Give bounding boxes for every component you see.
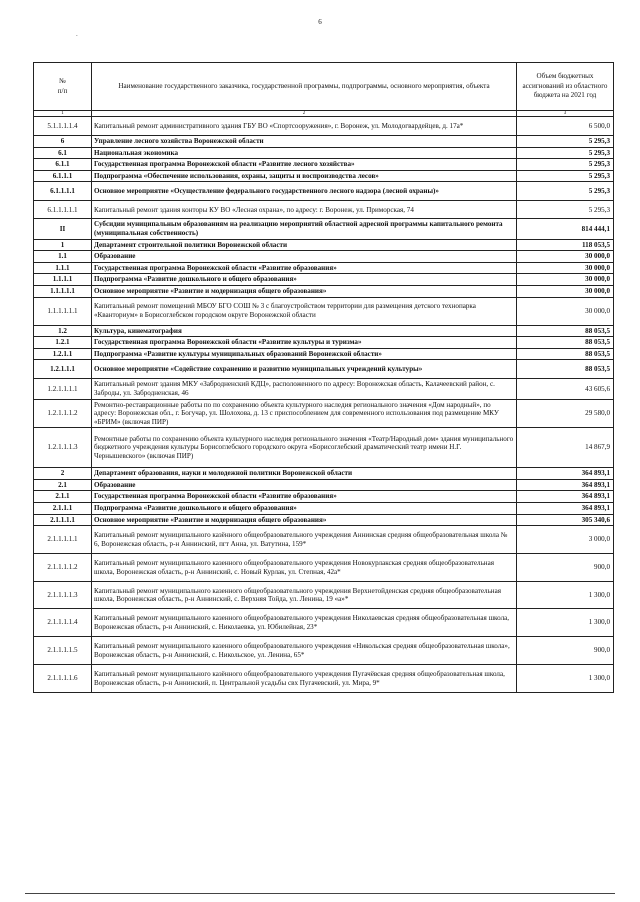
row-name: Культура, кинематография — [92, 325, 517, 337]
row-number: 1.1.1.1.1.1 — [34, 297, 92, 325]
table-row — [34, 503, 614, 515]
row-number: 6.1.1 — [34, 159, 92, 171]
row-name: Основное мероприятие «Содействие сохранению и развитию муниципальных учреждений культуры» — [92, 360, 517, 379]
row-name: Государственная программа Воронежской области «Развитие образования» — [92, 262, 517, 274]
header-value: Объем бюджетных ассигнований из областного бюджета на 2021 год — [517, 63, 614, 111]
row-name: Основное мероприятие «Развитие и модернизация общего образования» — [92, 285, 517, 297]
row-value: 30 000,0 — [517, 297, 614, 325]
row-value: 88 053,5 — [517, 337, 614, 349]
row-value: 88 053,5 — [517, 325, 614, 337]
table-row — [34, 348, 614, 360]
table-row — [34, 297, 614, 325]
row-name: Капитальный ремонт муниципального казенного общеобразовательного учреждения Новокурлакская средняя общеобразовательная школа, Воронежская область, р-н Аннинский, с. Новый Курлак, ул. Степная, 42а* — [92, 554, 517, 582]
row-number: 1.2.1.1.1 — [34, 360, 92, 379]
table-row — [34, 491, 614, 503]
table-row — [34, 468, 614, 480]
row-name: Образование — [92, 479, 517, 491]
row-number: 2.1.1.1.1.2 — [34, 554, 92, 582]
row-number: 2.1.1.1.1 — [34, 514, 92, 526]
table-row — [34, 274, 614, 286]
index-2: 2 — [92, 111, 517, 117]
row-number: 6.1.1.1.1.1 — [34, 201, 92, 219]
table-row — [34, 201, 614, 219]
table-row — [34, 337, 614, 349]
table-row — [34, 262, 614, 274]
row-number: 1.1.1 — [34, 262, 92, 274]
row-name: Основное мероприятие «Развитие и модернизация общего образования» — [92, 514, 517, 526]
row-number: 2.1.1.1 — [34, 503, 92, 515]
row-value: 364 893,1 — [517, 491, 614, 503]
row-value: 1 300,0 — [517, 665, 614, 693]
table-row — [34, 159, 614, 171]
row-name: Подпрограмма «Развитие культуры муниципальных образований Воронежской области» — [92, 348, 517, 360]
row-name: Ремонтно-реставрационные работы по по сохранению объекта культурного наследия регионального значения «Дом народный», по адресу: Воронежская обл., г. Богучар, ул. Шолохова, д. 13 с приспособлением для современного использования под размещение МКУ «БРИМ» (включая ПИР) — [92, 399, 517, 428]
row-name: Капитальный ремонт муниципального казённого общеобразовательного учреждения Аннинская средняя общеобразовательная школа № 6, Воронежская область, р-н Аннинский, пгт Анна, ул. Ватутина, 159* — [92, 526, 517, 554]
table-row — [34, 582, 614, 609]
row-number: 2.1 — [34, 479, 92, 491]
header-name: Наименование государственного заказчика, государственной программы, подпрограммы, основного мероприятия, объекта — [92, 63, 517, 111]
row-name: Капитальный ремонт помещений МБОУ БГО СОШ № 3 с благоустройством территории для размещения детского технопарка «Кванториум» в Борисоглебском городском округе Воронежской области — [92, 297, 517, 325]
row-value: 43 605,6 — [517, 379, 614, 399]
row-value: 30 000,0 — [517, 251, 614, 263]
row-value: 6 500,0 — [517, 117, 614, 136]
row-number: 1.2 — [34, 325, 92, 337]
row-value: 900,0 — [517, 554, 614, 582]
table-row — [34, 360, 614, 379]
row-number: 1.1.1.1 — [34, 274, 92, 286]
row-value: 5 295,3 — [517, 182, 614, 201]
row-name: Капитальный ремонт муниципального казенного общеобразовательного учреждения «Никольская средняя общеобразовательная школа», Воронежская область, р-н Аннинский, с. Никольское, ул. Ленина, 65* — [92, 637, 517, 665]
row-number: 6.1 — [34, 147, 92, 159]
row-value: 364 893,1 — [517, 503, 614, 515]
row-value: 5 295,3 — [517, 170, 614, 182]
row-number: 1.2.1.1.1.2 — [34, 399, 92, 428]
scan-speck: . — [76, 30, 78, 38]
row-number: 6.1.1.1.1 — [34, 182, 92, 201]
index-3: 3 — [517, 111, 614, 117]
row-number: 1.2.1.1 — [34, 348, 92, 360]
row-value: 118 053,5 — [517, 239, 614, 251]
row-value: 14 867,9 — [517, 428, 614, 468]
row-number: 1.2.1.1.1.3 — [34, 428, 92, 468]
row-number: 1.1 — [34, 251, 92, 263]
row-value: 1 300,0 — [517, 582, 614, 609]
row-value: 3 000,0 — [517, 526, 614, 554]
table-row — [34, 136, 614, 148]
row-number: 2.1.1.1.1.3 — [34, 582, 92, 609]
page-number: 6 — [318, 18, 322, 26]
row-value: 88 053,5 — [517, 348, 614, 360]
table-row — [34, 170, 614, 182]
row-name: Департамент образования, науки и молодежной политики Воронежской области — [92, 468, 517, 480]
row-value: 5 295,3 — [517, 201, 614, 219]
row-number: 6 — [34, 136, 92, 148]
row-name: Подпрограмма «Развитие дошкольного и общего образования» — [92, 274, 517, 286]
row-number: 5.1.1.1.1.4 — [34, 117, 92, 136]
row-name: Капитальный ремонт здания конторы КУ ВО «Лесная охрана», по адресу: г. Воронеж, ул. Приморская, 74 — [92, 201, 517, 219]
table-row — [34, 526, 614, 554]
table-row — [34, 182, 614, 201]
row-name: Капитальный ремонт муниципального казённого общеобразовательного учреждения Пугачёвская средняя общеобразовательная школа, Воронежская область, р-н Аннинский, п. Центральной усадьбы свх Пугачевский, ул. Мира, 9* — [92, 665, 517, 693]
table-row — [34, 239, 614, 251]
row-value: 900,0 — [517, 637, 614, 665]
row-number: 2 — [34, 468, 92, 480]
row-name: Национальная экономика — [92, 147, 517, 159]
row-number: 1.2.1 — [34, 337, 92, 349]
row-number: 2.1.1 — [34, 491, 92, 503]
row-number: 2.1.1.1.1.5 — [34, 637, 92, 665]
page-bottom-rule — [25, 893, 615, 894]
row-value: 5 295,3 — [517, 136, 614, 148]
table-row — [34, 379, 614, 399]
row-name: Государственная программа Воронежской области «Развитие образования» — [92, 491, 517, 503]
table-row — [34, 479, 614, 491]
row-value: 1 300,0 — [517, 609, 614, 637]
table-row — [34, 117, 614, 136]
row-value: 814 444,1 — [517, 219, 614, 239]
row-value: 88 053,5 — [517, 360, 614, 379]
row-value: 29 580,0 — [517, 399, 614, 428]
row-number: 1.1.1.1.1 — [34, 285, 92, 297]
row-value: 30 000,0 — [517, 274, 614, 286]
table-row — [34, 554, 614, 582]
table-row — [34, 325, 614, 337]
row-value: 364 893,1 — [517, 479, 614, 491]
table-row — [34, 147, 614, 159]
row-value: 305 340,6 — [517, 514, 614, 526]
row-name: Управление лесного хозяйства Воронежской области — [92, 136, 517, 148]
table-row — [34, 609, 614, 637]
budget-table — [33, 62, 614, 693]
row-name: Капитальный ремонт муниципального казенного общеобразовательного учреждения Николаевская средняя общеобразовательная школа, Воронежская область, р-н Аннинский, с. Николаевка, ул. Юбилейная, 23* — [92, 609, 517, 637]
row-name: Капитальный ремонт муниципального казенного общеобразовательного учреждения Верхнетойденская средняя общеобразовательная школа, Воронежская область, р-н Аннинский, с. Верхняя Тойда, ул. Ленина, 19 «а»* — [92, 582, 517, 609]
row-number: 1 — [34, 239, 92, 251]
row-name: Государственная программа Воронежской области «Развитие лесного хозяйства» — [92, 159, 517, 171]
row-name: Субсидии муниципальным образованиям на реализацию мероприятий областной адресной программы капитального ремонта (муниципальная собственность) — [92, 219, 517, 239]
row-name: Подпрограмма «Развитие дошкольного и общего образования» — [92, 503, 517, 515]
table-row — [34, 665, 614, 693]
row-name: Подпрограмма «Обеспечение использования, охраны, защиты и воспроизводства лесов» — [92, 170, 517, 182]
row-name: Капитальный ремонт административного здания ГБУ ВО «Спортсооружения», г. Воронеж, ул. Молодогвардейцев, д. 17а* — [92, 117, 517, 136]
row-number: 2.1.1.1.1.6 — [34, 665, 92, 693]
row-name: Капитальный ремонт здания МКУ «Забродненский КДЦ», расположенного по адресу: Воронежская область, Калачеевский район, с. Заброды, ул. Забродненская, 46 — [92, 379, 517, 399]
row-number: 2.1.1.1.1.4 — [34, 609, 92, 637]
row-value: 5 295,3 — [517, 147, 614, 159]
row-name: Основное мероприятие «Осуществление федерального государственного лесного надзора (лесной охраны)» — [92, 182, 517, 201]
table-row — [34, 514, 614, 526]
row-name: Ремонтные работы по сохранению объекта культурного наследия регионального значения «Театр/Народный дом» здания муниципального бюджетного учреждения культуры Борисоглебского городского округа «Борисоглебский драматический театр имени Н.Г. Чернышевского» (включая ПИР) — [92, 428, 517, 468]
table-row — [34, 399, 614, 428]
table-row — [34, 219, 614, 239]
row-name: Департамент строительной политики Воронежской области — [92, 239, 517, 251]
row-number: II — [34, 219, 92, 239]
row-number: 1.2.1.1.1.1 — [34, 379, 92, 399]
header-number: № п/п — [34, 63, 92, 111]
row-value: 30 000,0 — [517, 285, 614, 297]
row-value: 30 000,0 — [517, 262, 614, 274]
table-row — [34, 251, 614, 263]
row-value: 364 893,1 — [517, 468, 614, 480]
row-name: Образование — [92, 251, 517, 263]
row-number: 2.1.1.1.1.1 — [34, 526, 92, 554]
table-row — [34, 285, 614, 297]
row-value: 5 295,3 — [517, 159, 614, 171]
table-header-row — [34, 63, 614, 111]
table-row — [34, 428, 614, 468]
table-row — [34, 637, 614, 665]
index-1: 1 — [34, 111, 92, 117]
row-name: Государственная программа Воронежской области «Развитие культуры и туризма» — [92, 337, 517, 349]
row-number: 6.1.1.1 — [34, 170, 92, 182]
